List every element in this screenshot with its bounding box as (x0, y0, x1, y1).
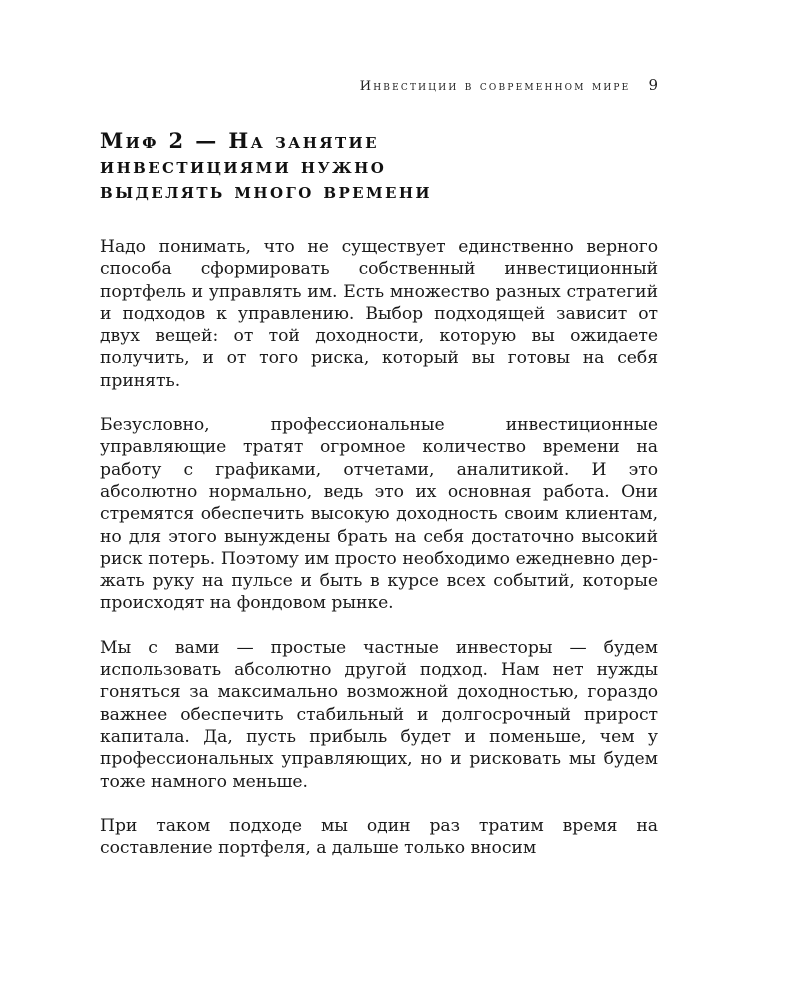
paragraph-4: При таком подходе мы один раз тратим время на составление портфеля, а дальше только вносим (100, 815, 658, 859)
running-header (100, 76, 658, 94)
paragraph-2: Безусловно, профессиональные инвестиционные управляющие тратят огромное количество времени на работу с графиками, отчетами, аналитикой. И это абсолютно нормально, ведь это их основная работа. Они стремятся обеспечить высокую доходность своим клиентам, но для этого вынуждены брать на себя достаточно высокий риск потерь. Поэтому им просто необходимо ежедневно держать руку на пульсе и быть в курсе всех событий, которые происходят на фондовом рынке. (100, 415, 658, 614)
page-body (100, 128, 658, 881)
paragraph-1: Надо понимать, что не существует единственно верного способа сформировать собственный инвестиционный портфель и управлять им. Есть множество разных стратегий и подходов к управлению. Выбор подходящей зависит от двух вещей: от той доходности, которую вы ожидаете получить, и от того риска, который вы готовы на себя принять. (100, 237, 658, 391)
chapter-heading: Миф 2 — На занятие инвестициями нужно выделять много времени (100, 128, 432, 203)
paragraph-3: Мы с вами — простые частные инвесторы — будем использовать абсолютно другой подход. Нам нет нужды гоняться за максимально возможной доходностью, гораздо важнее обеспечить стабильный и долгосрочный прирост капитала. Да, пусть прибыль будет и поменьше, чем у профессиональных управляющих, но и рисковать мы будем тоже намного меньше. (100, 637, 658, 792)
running-header-title: Инвестиции в современном мире (359, 79, 631, 94)
page-number: 9 (648, 76, 658, 94)
